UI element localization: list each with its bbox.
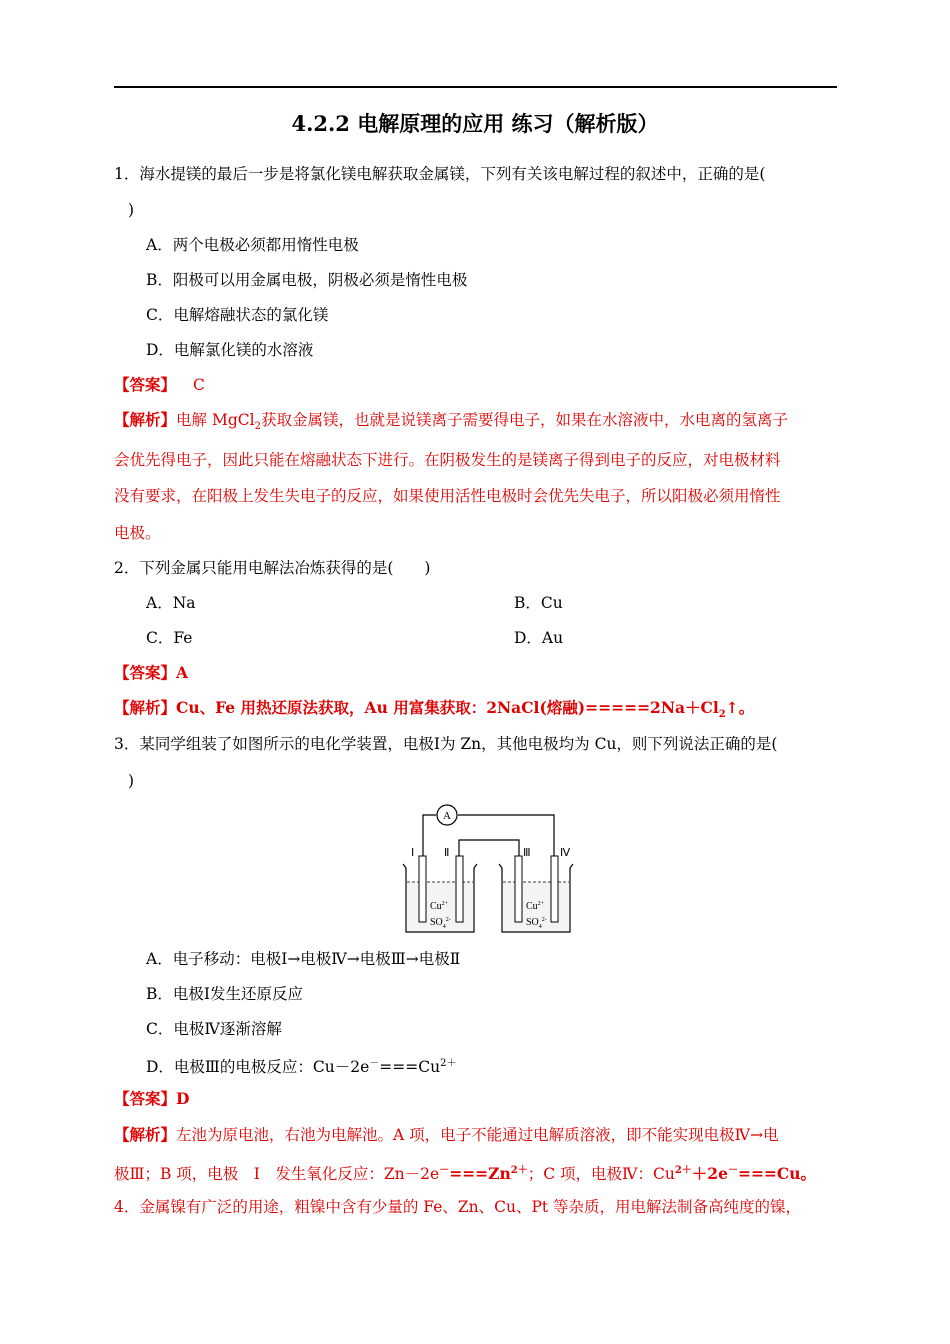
right-ion-cu-charge: 2+	[537, 901, 545, 907]
electrode-label-2: Ⅱ	[444, 847, 450, 859]
beaker-lips	[403, 864, 573, 868]
q3-analysis-sup3: 2＋	[674, 1165, 692, 1176]
q3-option-d-text-b: ===Cu	[379, 1058, 441, 1077]
q3-analysis-sup4: －	[727, 1165, 738, 1176]
q1-option-a: A．两个电极必须都用惰性电极	[146, 236, 359, 254]
q3-analysis-sup1: －	[439, 1165, 450, 1176]
q3-analysis-text2e: ===Cu。	[737, 1164, 817, 1184]
q1-answer	[114, 374, 205, 396]
right-ion-so4-text: SO	[526, 917, 539, 928]
q3-analysis-text2c: ；C 项，电极Ⅳ：Cu	[527, 1165, 675, 1184]
q3-analysis-label: 【解析】	[114, 1125, 177, 1144]
q1-analysis-sub: 2	[254, 421, 261, 433]
q3-analysis-line1	[114, 1124, 779, 1146]
left-ion-cu-charge: 2+	[441, 901, 449, 907]
wire-ammeter-to-right	[458, 815, 554, 856]
q3-stem-line2: )	[128, 772, 135, 790]
q3-analysis-text2a: 极Ⅲ；B 项，电极 Ⅰ 发生氧化反应：Zn－2e	[114, 1165, 440, 1184]
q1-analysis-line2: 会优先得电子，因此只能在熔融状态下进行。在阴极发生的是镁离子得到电子的反应，对电极材料	[114, 451, 781, 469]
q1-answer-label: 【答案】	[114, 375, 177, 394]
q3-analysis-line2	[114, 1160, 816, 1185]
wire-left-to-ammeter	[423, 815, 436, 856]
q2-analysis-label: 【解析】	[114, 698, 177, 717]
q3-option-d-text-a: D．电极Ⅲ的电极反应：Cu－2e	[146, 1058, 370, 1077]
q1-analysis-line3: 没有要求，在阳极上发生失电子的反应，如果使用活性电极时会优先失电子，所以阳极必须用惰性	[114, 487, 781, 505]
electrode-label-1: Ⅰ	[411, 847, 415, 859]
q1-analysis-label: 【解析】	[114, 410, 177, 429]
wire-middle	[459, 840, 519, 856]
q2-analysis-sub: 2	[718, 709, 726, 721]
q2-analysis-text-a: Cu、Fe 用热还原法获取，Au 用富集获取：2NaCl(熔融)=====2Na＋Cl	[176, 698, 719, 717]
q1-stem-line1: 1．海水提镁的最后一步是将氯化镁电解获取金属镁，下列有关该电解过程的叙述中，正确的是(	[114, 165, 766, 183]
q3-answer-label: 【答案】	[114, 1089, 177, 1108]
q2-answer-value: A	[176, 663, 189, 682]
q1-stem-line2: )	[128, 201, 135, 219]
q2-option-b: B．Cu	[514, 594, 563, 612]
q2-stem: 2．下列金属只能用电解法冶炼获得的是( )	[114, 559, 431, 577]
q4-stem-line1: 4．金属镍有广泛的用途，粗镍中含有少量的 Fe、Zn、Cu、Pt 等杂质，用电解法制备高纯度的镍，	[114, 1198, 802, 1216]
electrode-2	[456, 856, 463, 922]
q2-answer-label: 【答案】	[114, 663, 177, 682]
q1-answer-value: C	[192, 376, 205, 394]
q2-option-d: D．Au	[514, 629, 564, 647]
q3-stem-line1: 3．某同学组装了如图所示的电化学装置，电极Ⅰ为 Zn，其他电极均为 Cu，则下列说法正确的是(	[114, 735, 778, 753]
electrochemical-cell-diagram	[400, 800, 580, 940]
q3-answer	[114, 1088, 189, 1110]
q3-analysis-text1: 左池为原电池，右池为电解池。A 项，电子不能通过电解质溶液，即不能实现电极Ⅳ→电	[176, 1126, 779, 1144]
electrode-3	[515, 856, 522, 922]
left-ion-so4-charge: 2-	[445, 917, 451, 923]
q2-analysis	[114, 697, 754, 726]
q2-option-a: A．Na	[146, 594, 196, 612]
q3-option-b: B．电极Ⅰ发生还原反应	[146, 985, 304, 1003]
electrode-label-3: Ⅲ	[523, 847, 531, 859]
left-ion-cu-text: Cu	[430, 901, 442, 912]
left-ion-so4-sub: 4	[442, 924, 446, 930]
electrode-1	[419, 856, 426, 922]
q3-analysis-text2d: ＋2e	[691, 1164, 728, 1184]
header-rule	[114, 86, 837, 88]
ammeter-label: A	[443, 810, 451, 822]
q2-analysis-text-b: ↑。	[725, 698, 755, 717]
q2-answer	[114, 662, 188, 684]
q1-option-d: D．电解氯化镁的水溶液	[146, 341, 314, 359]
q3-option-d-sup1: －	[369, 1058, 380, 1069]
electrode-label-4: Ⅳ	[560, 847, 571, 859]
q3-option-d-sup2: 2＋	[440, 1058, 457, 1069]
electrode-4	[551, 856, 558, 922]
q3-option-a: A．电子移动：电极Ⅰ→电极Ⅳ→电极Ⅲ→电极Ⅱ	[146, 950, 461, 968]
right-ion-cu-text: Cu	[526, 901, 538, 912]
q3-answer-value: D	[176, 1089, 190, 1108]
q3-analysis-sup2: 2＋	[510, 1165, 528, 1176]
q1-option-c: C．电解熔融状态的氯化镁	[146, 306, 329, 324]
q1-analysis-line1	[114, 409, 788, 438]
page-title: 4.2.2 电解原理的应用 练习（解析版）	[291, 111, 659, 136]
q1-option-b: B．阳极可以用金属电极，阴极必须是惰性电极	[146, 271, 468, 289]
q1-analysis-line4: 电极。	[114, 524, 161, 542]
q1-analysis-text1b: 获取金属镁，也就是说镁离子需要得电子，如果在水溶液中，水电离的氢离子	[260, 411, 788, 429]
q3-option-c: C．电极Ⅳ逐渐溶解	[146, 1020, 282, 1038]
q1-analysis-text1a: 电解 MgCl	[176, 411, 255, 429]
q2-option-c: C．Fe	[146, 629, 193, 647]
q3-option-d	[146, 1053, 456, 1078]
q3-analysis-text2b: ===Zn	[449, 1164, 511, 1184]
left-ion-so4-text: SO	[430, 917, 443, 928]
right-ion-so4-sub: 4	[538, 924, 542, 930]
right-ion-so4-charge: 2-	[541, 917, 547, 923]
